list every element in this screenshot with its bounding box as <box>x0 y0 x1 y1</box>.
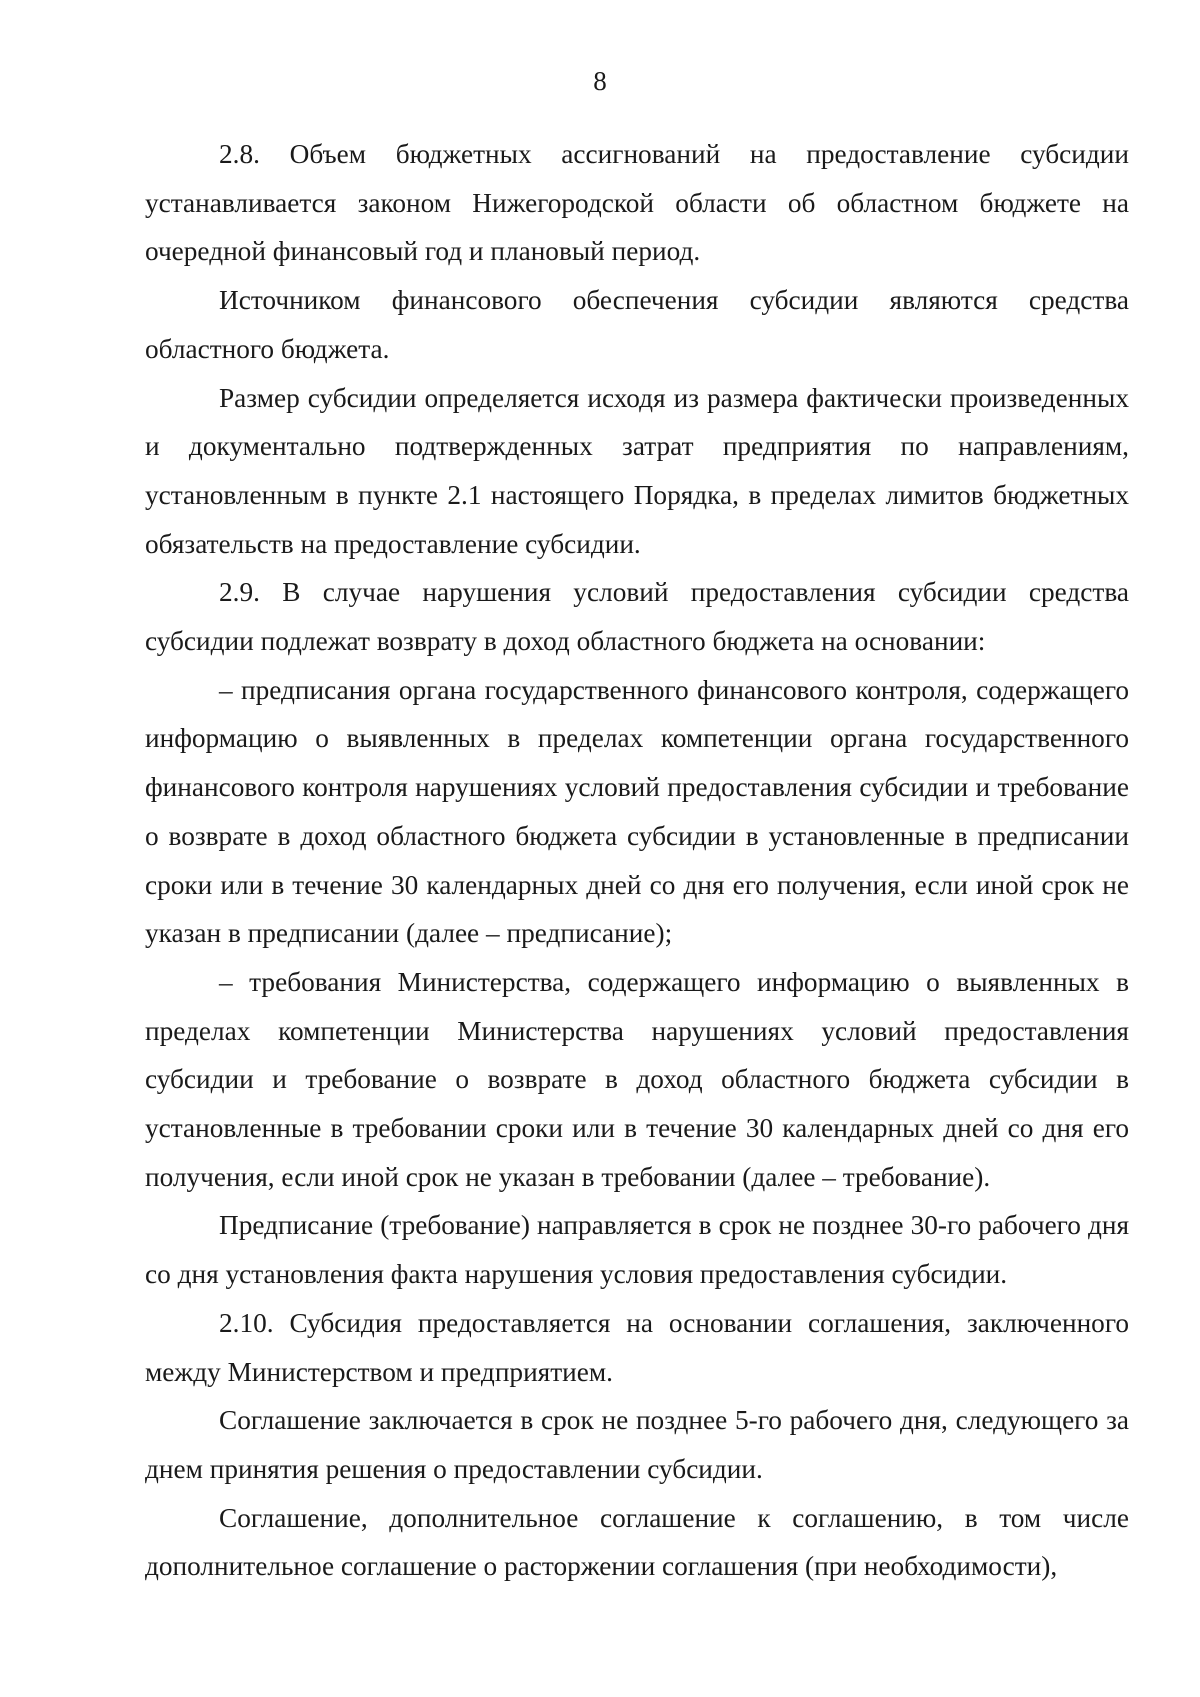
page-number: 8 <box>593 66 607 96</box>
paragraph-agreement-term: Соглашение заключается в срок не позднее 5-го рабочего дня, следующего за днем принятия решения о предоставлении субсидии. <box>145 1405 1129 1484</box>
paragraph-prescription-deadline: Предписание (требование) направляется в срок не позднее 30-го рабочего дня со дня установления факта нарушения условия предоставления субсидии. <box>145 1210 1129 1290</box>
paragraph-agreement-supplement: Соглашение, дополнительное соглашение к соглашению, в том числе дополнительное соглашение о расторжении соглашения (при необходимости), <box>145 1502 1129 1582</box>
document-body <box>145 130 1129 1591</box>
paragraph-funding-source: Источником финансового обеспечения субсидии являются средства областного бюджета. <box>145 285 1129 364</box>
paragraph-requirement-item: – требования Министерства, содержащего информацию о выявленных в пределах компетенции Министерства нарушениях условий предоставления субсидии и требование о возврате в доход областного бюджета субсидии в установленные в требовании сроки или в течение 30 календарных дней со дня его получения, если иной срок не указан в требовании (далее – требование). <box>145 966 1129 1192</box>
paragraph-2-10: 2.10. Субсидия предоставляется на основании соглашения, заключенного между Министерством и предприятием. <box>145 1307 1129 1387</box>
paragraph-subsidy-size: Размер субсидии определяется исходя из размера фактически произведенных и документально подтвержденных затрат предприятия по направлениям, установленным в пункте 2.1 настоящего Порядка, в пределах лимитов бюджетных обязательств на предоставление субсидии. <box>145 382 1129 559</box>
paragraph-2-8: 2.8. Объем бюджетных ассигнований на предоставление субсидии устанавливается законом Нижегородской области об областном бюджете на очередной финансовый год и плановый период. <box>145 139 1129 267</box>
paragraph-2-9: 2.9. В случае нарушения условий предоставления субсидии средства субсидии подлежат возврату в доход областного бюджета на основании: <box>145 577 1129 657</box>
paragraph-prescription-item: – предписания органа государственного финансового контроля, содержащего информацию о выявленных в пределах компетенции органа государственного финансового контроля нарушениях условий предоставления субсидии и требование о возврате в доход областного бюджета субсидии в установленные в предписании сроки или в течение 30 календарных дней со дня его получения, если иной срок не указан в предписании (далее – предписание); <box>145 674 1129 949</box>
